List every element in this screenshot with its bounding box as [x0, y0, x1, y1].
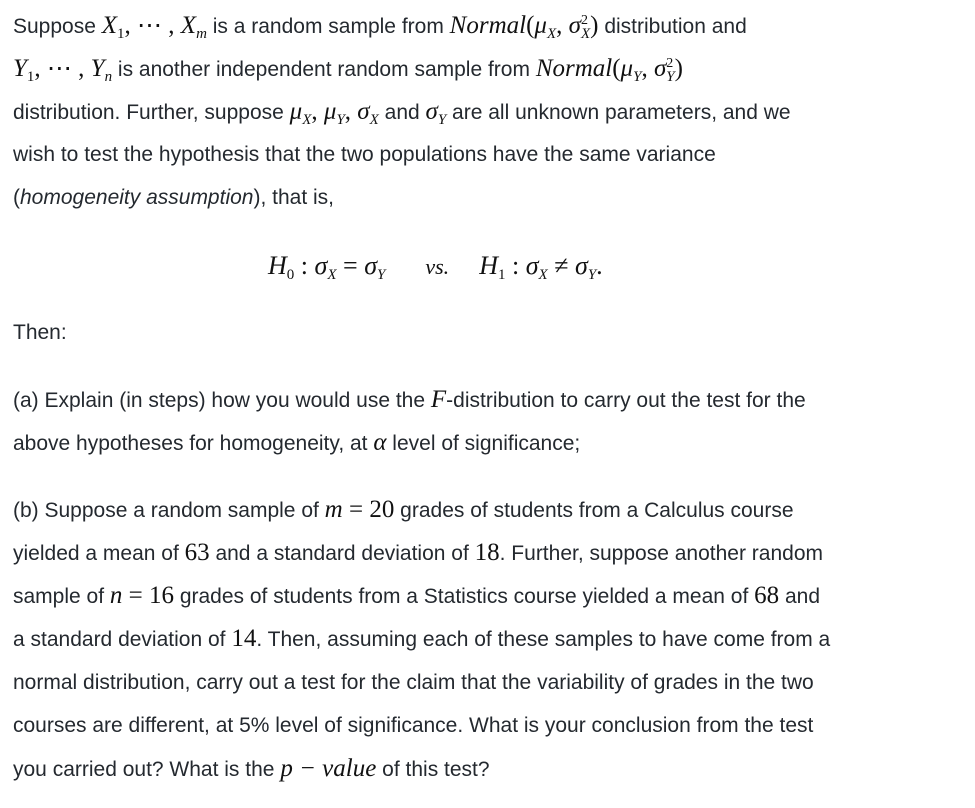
- text-line-2: $Y_1$, ⋯ , $Y_n$ is another independent random sample from $Normal(\mu_Y$, $\sigma^2_Y$): [13, 55, 683, 85]
- part-b-line-3: sample of n = 16 grades of students from a Statistics course yielded a mean of 68 and: [13, 582, 820, 609]
- math-normal-y: $Normal(\mu_Y$, $\sigma^2_Y$): [535, 55, 683, 85]
- math-x-sample: $X_1$, ⋯ , $X_m$: [101, 12, 207, 42]
- math-sigma-y: $\sigma_Y$: [425, 98, 447, 128]
- part-b-line-6: courses are different, at 5% level of significance. What is your conclusion from the test: [13, 714, 814, 737]
- math-alpha: α: [373, 429, 387, 456]
- text-line-3: distribution. Further, suppose $\mu_X$, $\mu_Y$, $\sigma_X$ and $\sigma_Y$ are all unknown parameters, and we: [13, 98, 791, 128]
- math-p-value: p − value: [280, 755, 377, 782]
- math-n-equals: n = 16: [109, 582, 174, 609]
- part-b-line-5: normal distribution, carry out a test for the claim that the variability of grades in the two: [13, 671, 814, 694]
- sd-statistics: 14: [231, 625, 257, 652]
- part-a-line-2: above hypotheses for homogeneity, at α level of significance;: [13, 429, 581, 456]
- sd-calculus: 18: [474, 539, 500, 566]
- part-b-line-7: you carried out? What is the p − value of this test?: [13, 755, 490, 782]
- part-b-line-4: a standard deviation of 14. Then, assuming each of these samples to have come from a: [13, 625, 831, 652]
- part-b-line-1: (b) Suppose a random sample of m = 20 grades of students from a Calculus course: [13, 496, 794, 523]
- math-m-equals: m = 20: [324, 496, 395, 523]
- math-f: F: [430, 386, 447, 413]
- math-y-sample: $Y_1$, ⋯ , $Y_n$: [13, 55, 113, 85]
- part-a-line-1: (a) Explain (in steps) how you would use the F-distribution to carry out the test for the: [13, 386, 806, 413]
- part-b-line-2: yielded a mean of 63 and a standard deviation of 18. Further, suppose another random: [13, 539, 823, 566]
- text-line-4: wish to test the hypothesis that the two populations have the same variance: [13, 143, 716, 166]
- text-line-5: (homogeneity assumption), that is,: [13, 186, 335, 209]
- then-label: Then:: [13, 321, 67, 344]
- mean-calculus: 63: [184, 539, 210, 566]
- math-normal-x: $Normal(\mu_X$, $\sigma^2_X$): [449, 12, 599, 42]
- hypothesis-display: H0 : σX = σY vs. H1 : σX ≠ σY.: [268, 251, 603, 283]
- mean-statistics: 68: [754, 582, 780, 609]
- text-line-1: Suppose $X_1$, ⋯ , $X_m$ is a random sample from $Normal(\mu_X$, $\sigma^2_X$) distribution and: [13, 12, 747, 42]
- math-params: $\mu_X$, $\mu_Y$, $\sigma_X$: [289, 98, 379, 128]
